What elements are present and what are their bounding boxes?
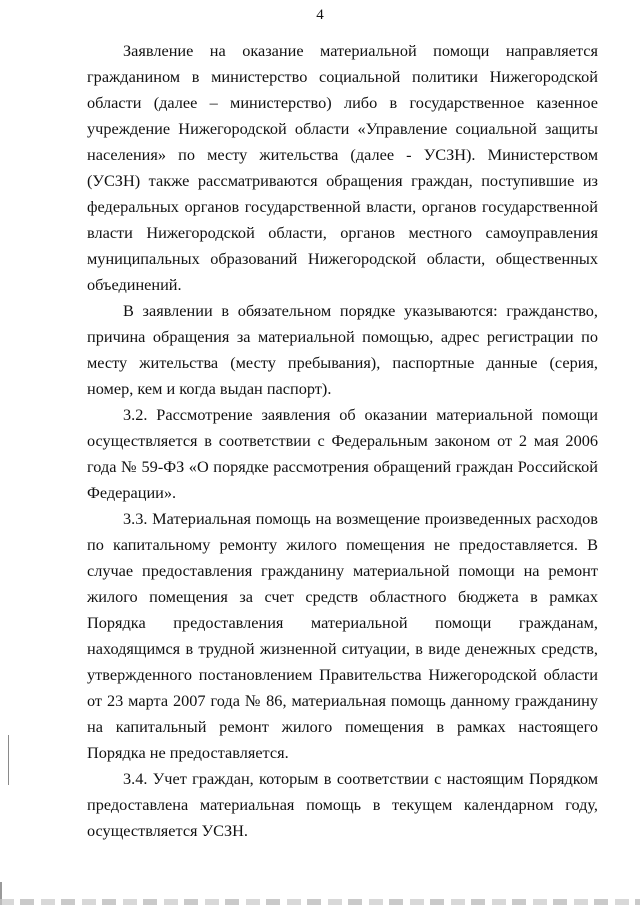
paragraph-3-4-accounting: 3.4. Учет граждан, которым в соответствии с настоящим Порядком предоставлена материальная помощь в текущем календарном году, осуществляется УСЗН.: [87, 769, 598, 840]
paragraph-application-submission: Заявление на оказание материальной помощи направляется гражданином в министерство социальной политики Нижегородской области (далее – министерство) либо в государственное казенное учреждение Нижегородской области «Управление социальной защиты населения» по месту жительства (далее - УСЗН). Министерством (УСЗН) также рассматриваются обращения граждан, поступившие из федеральных органов государственной власти, органов государственной власти Нижегородской области, органов местного самоуправления муниципальных образований Нижегородской области, общественных объединений.: [87, 41, 598, 294]
paragraph-application-contents: В заявлении в обязательном порядке указываются: гражданство, причина обращения за материальной помощью, адрес регистрации по месту жительства (месту пребывания), паспортные данные (серия, номер, кем и когда выдан паспорт).: [87, 301, 598, 398]
document-body: [87, 38, 598, 844]
paragraph-3-3-repair-costs: 3.3. Материальная помощь на возмещение произведенных расходов по капитальному ремонту жилого помещения не предоставляется. В случае предоставления гражданину материальной помощи на ремонт жилого помещения за счет средств областного бюджета в рамках Порядка предоставления материальной помощи гражданам, находящимся в трудной жизненной ситуации, в виде денежных средств, утвержденного постановлением Правительства Нижегородской области от 23 марта 2007 года № 86, материальная помощь данному гражданину на капитальный ремонт жилого помещения в рамках настоящего Порядка не предоставляется.: [87, 509, 598, 762]
paragraph-3-2-review: 3.2. Рассмотрение заявления об оказании материальной помощи осуществляется в соответствии с Федеральным законом от 2 мая 2006 года № 59-ФЗ «О порядке рассмотрения обращений граждан Российской Федерации».: [87, 405, 598, 502]
scan-artifact-left-mark: [8, 735, 9, 785]
page-number: 4: [316, 7, 324, 23]
scan-artifact-bottom-edge: [0, 899, 640, 905]
